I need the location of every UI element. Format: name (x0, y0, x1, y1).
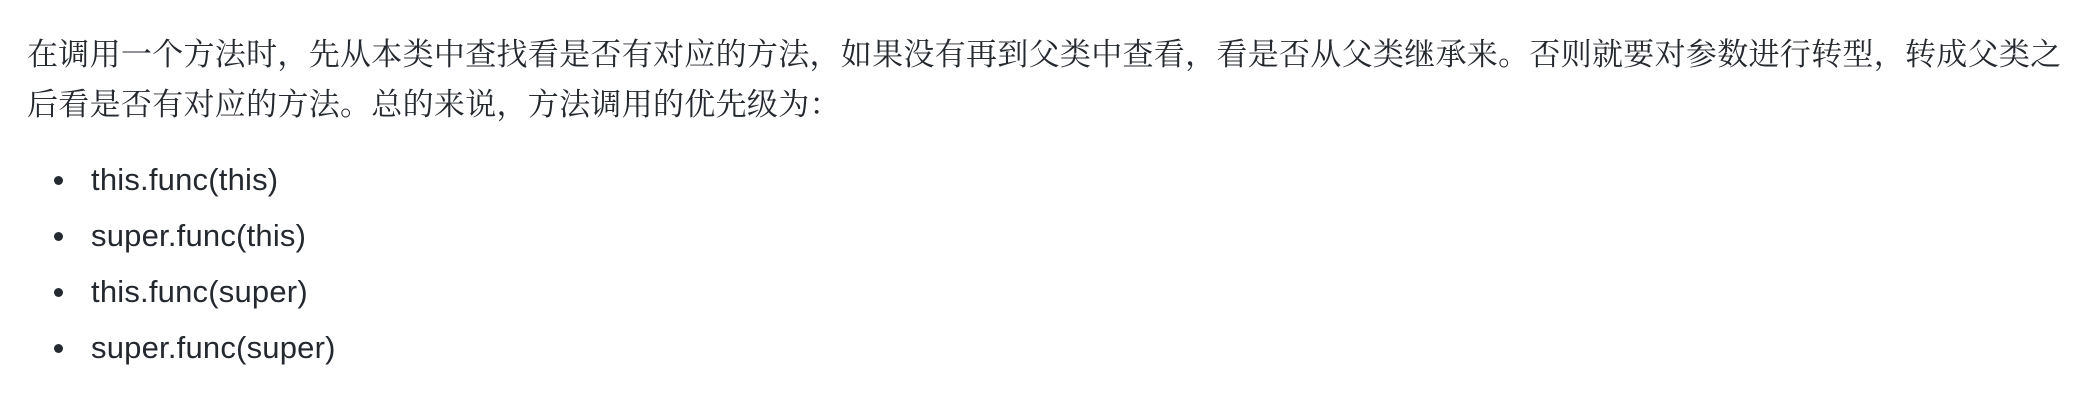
list-item-text: this.func(super) (91, 274, 308, 309)
list-item (27, 208, 2070, 264)
list-item (27, 264, 2070, 320)
bullet-icon (54, 232, 63, 241)
list-item (27, 152, 2070, 208)
list-item (27, 320, 2070, 376)
list-item-text: super.func(this) (91, 218, 307, 253)
list-item-text: super.func(super) (91, 330, 336, 365)
bullet-icon (54, 176, 63, 185)
bullet-icon (54, 344, 63, 353)
intro-paragraph: 在调用一个方法时，先从本类中查找看是否有对应的方法，如果没有再到父类中查看，看是否从父类继承来。否则就要对参数进行转型，转成父类之后看是否有对应的方法。总的来说，方法调用的优先级为： (27, 37, 2062, 123)
list-item-text: this.func(this) (91, 162, 279, 197)
priority-list (27, 152, 2070, 376)
bullet-icon (54, 288, 63, 297)
